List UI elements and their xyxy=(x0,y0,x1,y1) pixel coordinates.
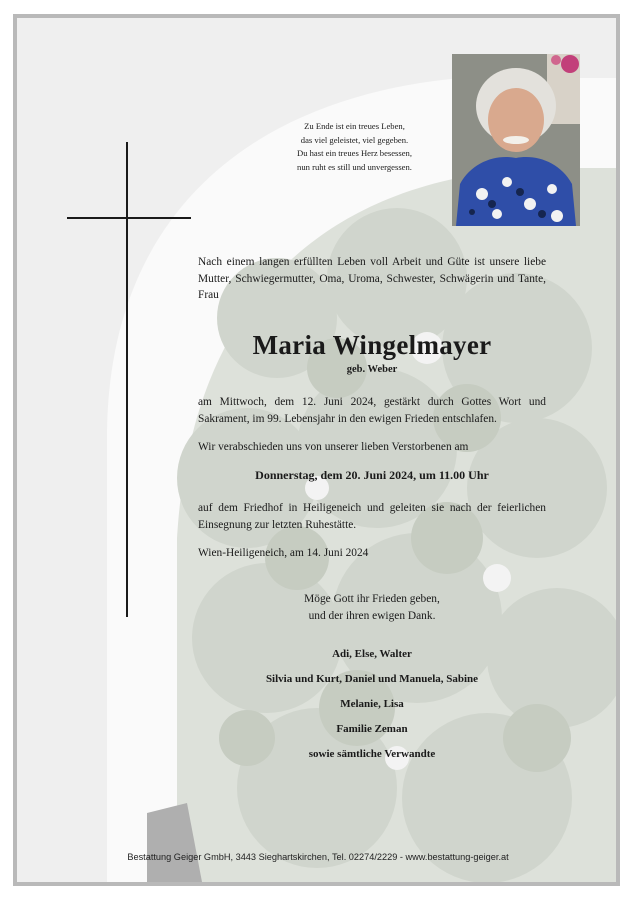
blessing-line: und der ihren ewigen Dank. xyxy=(308,609,436,622)
deceased-name: Maria Wingelmayer xyxy=(252,330,492,360)
place-date: Wien-Heiligeneich, am 14. Juni 2024 xyxy=(198,547,369,559)
burial-text: auf dem Friedhof in Heiligeneich und geleiten sie nach der feierlichen Einsegnung zur letzten Ruhestätte. xyxy=(198,502,546,531)
portrait-photo xyxy=(452,54,580,226)
cross-horizontal-bar xyxy=(67,217,191,219)
footer-imprint: Bestattung Geiger GmbH, 3443 Sieghartskirchen, Tel. 02274/2229 - www.bestattung-geiger.at xyxy=(127,852,509,862)
mourner-line: Silvia und Kurt, Daniel und Manuela, Sabine xyxy=(265,673,479,685)
blessing-line: Möge Gott ihr Frieden geben, xyxy=(304,593,440,605)
intro-text: Nach einem langen erfüllten Leben voll Arbeit und Güte ist unsere liebe Mutter, Schwiegermutter, Oma, Uroma, Schwester, Schwägerin und Tante, Frau xyxy=(198,256,546,301)
obituary-content xyxy=(17,18,616,882)
mourner-line: Adi, Else, Walter xyxy=(332,648,412,660)
verse-line: Du hast ein treues Herz besessen, xyxy=(296,148,413,158)
mourners-list xyxy=(198,646,546,771)
death-text: am Mittwoch, dem 12. Juni 2024, gestärkt durch Gottes Wort und Sakrament, im 99. Lebensjahr in den ewigen Frieden entschlafen. xyxy=(198,396,546,425)
blessing xyxy=(198,591,546,624)
verse-line: Zu Ende ist ein treues Leben, xyxy=(304,121,405,131)
service-date: Donnerstag, dem 20. Juni 2024, um 11.00 Uhr xyxy=(255,468,489,482)
farewell-text: Wir verabschieden uns von unserer lieben Verstorbenen am xyxy=(198,441,469,453)
birth-name: geb. Weber xyxy=(346,364,398,375)
mourner-line: sowie sämtliche Verwandte xyxy=(308,748,436,760)
cross-vertical-bar xyxy=(126,142,128,617)
verse xyxy=(237,120,472,174)
mourner-line: Familie Zeman xyxy=(336,723,408,735)
mourner-line: Melanie, Lisa xyxy=(340,698,404,710)
obituary-frame xyxy=(13,14,620,886)
verse-line: das viel geleistet, viel gegeben. xyxy=(300,134,409,145)
verse-line: nun ruht es still und unvergessen. xyxy=(297,161,412,172)
